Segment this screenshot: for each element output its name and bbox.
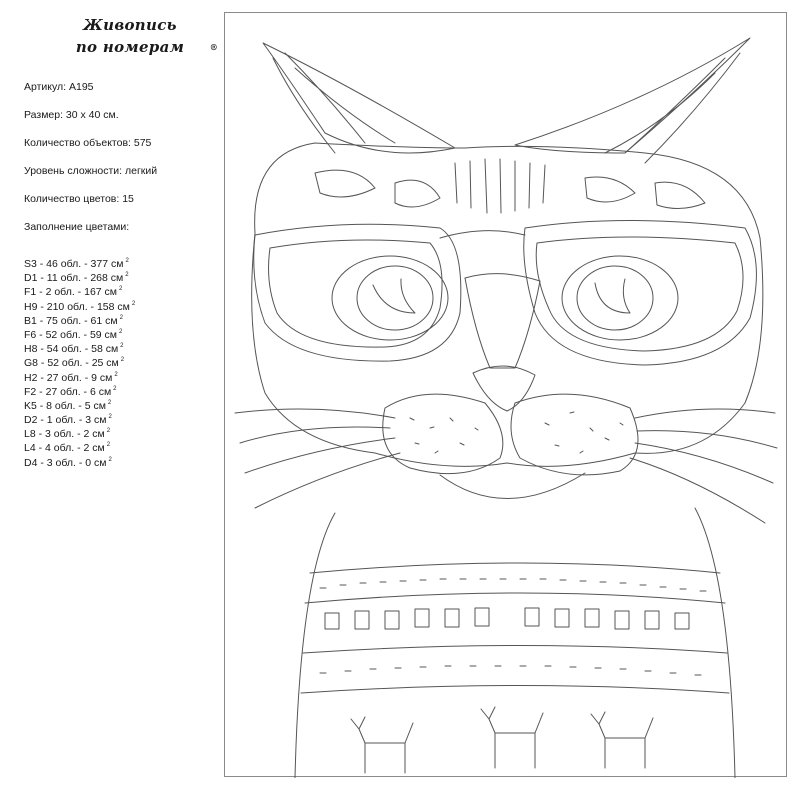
area-unit-exponent: 2	[120, 357, 125, 364]
title-line-1: Живопись	[83, 16, 177, 34]
right-ear-outline	[515, 38, 750, 153]
head-outline	[252, 143, 763, 466]
glasses-lens-right	[536, 237, 743, 351]
fill-heading: Заполнение цветами:	[24, 221, 130, 233]
area-unit-exponent: 2	[106, 428, 111, 435]
nose-tip	[473, 366, 535, 411]
area-unit-exponent: 2	[114, 371, 118, 378]
color-fill-item	[24, 438, 214, 455]
color-fill-text: L8 - 3 обл. - 2 см	[24, 428, 105, 441]
color-fill-item	[24, 353, 214, 370]
color-count-label: Количество цветов: 15	[24, 193, 134, 205]
article-label: Артикул: А195	[24, 81, 94, 93]
difficulty-label: Уровень сложности: легкий	[24, 165, 158, 177]
glasses-lens-left	[269, 240, 443, 347]
reindeer-right	[591, 712, 653, 768]
sweater-blocks	[325, 608, 689, 629]
color-fill-item	[24, 339, 214, 356]
body-outline	[295, 508, 735, 778]
color-fill-item	[24, 254, 214, 268]
area-unit-exponent: 2	[108, 456, 112, 463]
right-eye-iris	[577, 266, 653, 330]
color-fill-item	[24, 325, 214, 339]
color-fill-list	[24, 254, 214, 467]
cat-outline-illustration	[225, 13, 788, 778]
glasses-bridge	[440, 231, 525, 238]
color-fill-text: F2 - 27 обл. - 6 см	[24, 385, 112, 398]
color-fill-item	[24, 268, 214, 285]
color-fill-text: F6 - 52 обл. - 59 см	[24, 328, 118, 341]
area-unit-exponent: 2	[125, 258, 129, 264]
area-unit-exponent: 2	[108, 414, 112, 421]
color-fill-text: H8 - 54 обл. - 58 см	[24, 343, 119, 356]
area-unit-exponent: 2	[119, 314, 123, 321]
color-fill-text: S3 - 46 обл. - 377 см	[24, 258, 124, 270]
size-label: Размер: 30 х 40 см.	[24, 109, 119, 121]
color-fill-text: D4 - 3 обл. - 0 см	[24, 456, 107, 469]
right-ear-inner	[605, 53, 740, 163]
area-unit-exponent: 2	[119, 286, 123, 293]
whisker-dots	[410, 412, 623, 453]
product-info	[24, 80, 214, 467]
color-fill-text: F1 - 2 обл. - 167 см	[24, 286, 118, 299]
left-eye-outer	[332, 256, 448, 340]
color-fill-item	[24, 297, 214, 311]
color-fill-item	[24, 424, 214, 441]
color-fill-text: K5 - 8 обл. - 5 см	[24, 399, 106, 412]
right-whiskers	[630, 409, 777, 523]
color-fill-text: H2 - 27 обл. - 9 см	[24, 371, 113, 384]
title-line-2: по номерам	[75, 38, 185, 56]
color-fill-item	[24, 410, 214, 427]
area-unit-exponent: 2	[120, 343, 124, 350]
muzzle-left	[383, 394, 503, 474]
forehead-patches	[315, 170, 705, 208]
color-fill-item	[24, 396, 214, 410]
glasses-frame-right	[524, 221, 757, 366]
left-whiskers	[235, 409, 400, 508]
area-unit-exponent: 2	[119, 328, 123, 335]
area-unit-exponent: 2	[113, 385, 117, 392]
color-fill-text: H9 - 210 обл. - 158 см	[24, 300, 130, 313]
color-fill-text: G8 - 52 обл. - 25 см	[24, 357, 119, 370]
color-fill-item	[24, 282, 214, 299]
color-fill-item	[24, 368, 214, 382]
reindeer-left	[351, 717, 413, 773]
left-eye-pupil	[373, 279, 415, 313]
area-unit-exponent: 2	[106, 442, 111, 449]
area-unit-exponent: 2	[125, 272, 129, 279]
right-eye-pupil	[595, 279, 630, 313]
color-fill-text: D1 - 11 обл. - 268 см	[24, 272, 124, 285]
area-unit-exponent: 2	[107, 399, 112, 406]
reindeer-middle	[481, 707, 543, 768]
color-fill-item	[24, 311, 214, 325]
muzzle-right	[511, 394, 638, 475]
right-eye-outer	[562, 256, 678, 340]
objects-label: Количество объектов: 575	[24, 137, 152, 149]
forehead-stripes	[455, 159, 545, 213]
color-fill-item	[24, 382, 214, 396]
left-eye-iris	[357, 266, 433, 330]
color-fill-text: B1 - 75 обл. - 61 см	[24, 314, 118, 327]
color-fill-item	[24, 453, 214, 467]
area-unit-exponent: 2	[131, 300, 136, 307]
color-fill-text: L4 - 4 обл. - 2 см	[24, 442, 105, 455]
chin-outline	[440, 473, 585, 499]
coloring-canvas	[224, 12, 787, 777]
product-title	[60, 14, 218, 58]
color-fill-text: D2 - 1 обл. - 3 см	[24, 414, 107, 427]
registered-mark: ®	[209, 42, 218, 52]
